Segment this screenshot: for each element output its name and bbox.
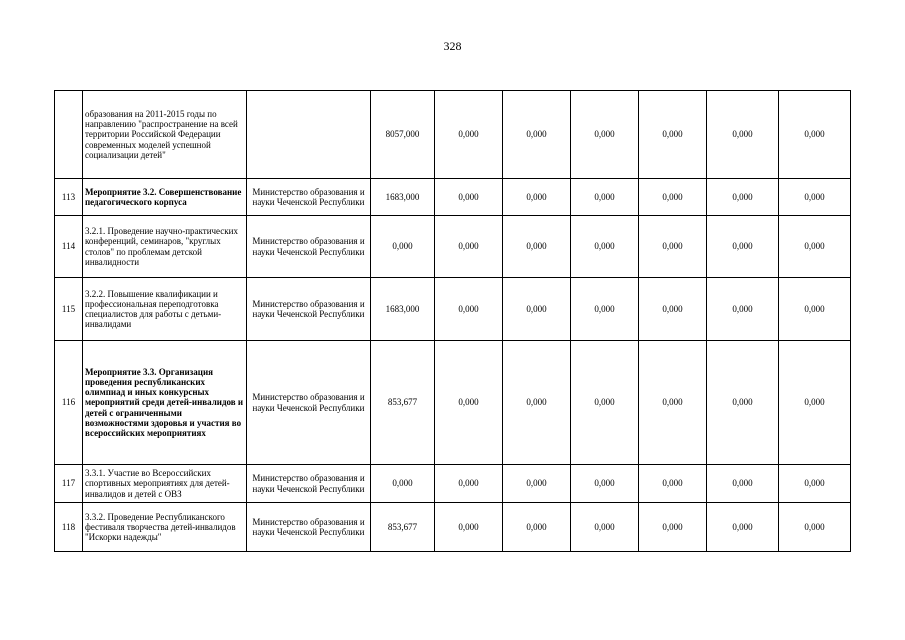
value-cell: 0,000 xyxy=(779,341,851,465)
value-cell: 0,000 xyxy=(435,503,503,552)
value-cell: 0,000 xyxy=(435,216,503,278)
row-number-cell: 115 xyxy=(55,278,83,341)
row-number-cell: 117 xyxy=(55,465,83,503)
activity-name-cell: Мероприятие 3.2. Совершенствование педагогического корпуса xyxy=(83,179,247,216)
value-cell: 0,000 xyxy=(707,278,779,341)
value-cell: 0,000 xyxy=(503,91,571,179)
value-cell: 0,000 xyxy=(639,216,707,278)
value-cell: 853,677 xyxy=(371,341,435,465)
value-cell: 0,000 xyxy=(707,91,779,179)
value-cell: 0,000 xyxy=(503,179,571,216)
value-cell: 0,000 xyxy=(571,216,639,278)
value-cell: 0,000 xyxy=(639,503,707,552)
executor-cell: Министерство образования и науки Чеченской Республики xyxy=(247,216,371,278)
activity-name-cell: 3.2.2. Повышение квалификации и профессиональная переподготовка специалистов для работы с детьми-инвалидами xyxy=(83,278,247,341)
row-number-cell: 114 xyxy=(55,216,83,278)
row-number-cell: 116 xyxy=(55,341,83,465)
table-row xyxy=(55,465,851,503)
row-number-cell xyxy=(55,91,83,179)
value-cell: 0,000 xyxy=(435,278,503,341)
value-cell: 1683,000 xyxy=(371,179,435,216)
value-cell: 0,000 xyxy=(503,278,571,341)
value-cell: 0,000 xyxy=(371,216,435,278)
table-row xyxy=(55,179,851,216)
executor-cell: Министерство образования и науки Чеченской Республики xyxy=(247,503,371,552)
value-cell: 0,000 xyxy=(707,216,779,278)
value-cell: 0,000 xyxy=(571,91,639,179)
value-cell: 0,000 xyxy=(435,91,503,179)
value-cell: 0,000 xyxy=(435,465,503,503)
activity-name-cell: образования на 2011-2015 годы по направлению "распространение на всей территории Российской Федерации современных моделей успешной социализации детей" xyxy=(83,91,247,179)
value-cell: 0,000 xyxy=(503,341,571,465)
value-cell: 0,000 xyxy=(571,465,639,503)
value-cell: 0,000 xyxy=(707,341,779,465)
value-cell: 0,000 xyxy=(571,278,639,341)
value-cell: 0,000 xyxy=(779,278,851,341)
activity-name-cell: 3.3.1. Участие во Всероссийских спортивных мероприятиях для детей-инвалидов и детей с ОВЗ xyxy=(83,465,247,503)
page-number: 328 xyxy=(443,39,462,53)
executor-cell: Министерство образования и науки Чеченской Республики xyxy=(247,278,371,341)
value-cell: 0,000 xyxy=(779,216,851,278)
value-cell: 0,000 xyxy=(707,465,779,503)
value-cell: 0,000 xyxy=(639,179,707,216)
activity-name-cell: 3.3.2. Проведение Республиканского фестиваля творчества детей-инвалидов "Искорки надежды" xyxy=(83,503,247,552)
executor-cell: Министерство образования и науки Чеченской Республики xyxy=(247,341,371,465)
row-number-cell: 118 xyxy=(55,503,83,552)
value-cell: 0,000 xyxy=(779,465,851,503)
value-cell: 0,000 xyxy=(639,278,707,341)
value-cell: 0,000 xyxy=(435,179,503,216)
value-cell: 0,000 xyxy=(639,465,707,503)
value-cell: 0,000 xyxy=(639,91,707,179)
value-cell: 0,000 xyxy=(779,91,851,179)
activity-name-cell: 3.2.1. Проведение научно-практических конференций, семинаров, "круглых столов" по проблемам детской инвалидности xyxy=(83,216,247,278)
executor-cell: Министерство образования и науки Чеченской Республики xyxy=(247,465,371,503)
value-cell: 0,000 xyxy=(707,179,779,216)
activity-name-cell: Мероприятие 3.3. Организация проведения республиканских олимпиад и иных конкурсных мероприятий среди детей-инвалидов и детей с ограниченными возможностями здоровья и участия во всероссийских мероприятиях xyxy=(83,341,247,465)
value-cell: 853,677 xyxy=(371,503,435,552)
table-row xyxy=(55,216,851,278)
value-cell: 0,000 xyxy=(779,179,851,216)
table-row xyxy=(55,91,851,179)
value-cell: 0,000 xyxy=(571,179,639,216)
value-cell: 0,000 xyxy=(503,503,571,552)
value-cell: 8057,000 xyxy=(371,91,435,179)
value-cell: 0,000 xyxy=(779,503,851,552)
value-cell: 0,000 xyxy=(435,341,503,465)
value-cell: 0,000 xyxy=(707,503,779,552)
value-cell: 0,000 xyxy=(503,216,571,278)
table-row xyxy=(55,341,851,465)
value-cell: 0,000 xyxy=(503,465,571,503)
program-table xyxy=(54,90,851,552)
value-cell: 1683,000 xyxy=(371,278,435,341)
value-cell: 0,000 xyxy=(371,465,435,503)
value-cell: 0,000 xyxy=(571,503,639,552)
value-cell: 0,000 xyxy=(571,341,639,465)
executor-cell xyxy=(247,91,371,179)
executor-cell: Министерство образования и науки Чеченской Республики xyxy=(247,179,371,216)
value-cell: 0,000 xyxy=(639,341,707,465)
table-row xyxy=(55,278,851,341)
row-number-cell: 113 xyxy=(55,179,83,216)
table-row xyxy=(55,503,851,552)
